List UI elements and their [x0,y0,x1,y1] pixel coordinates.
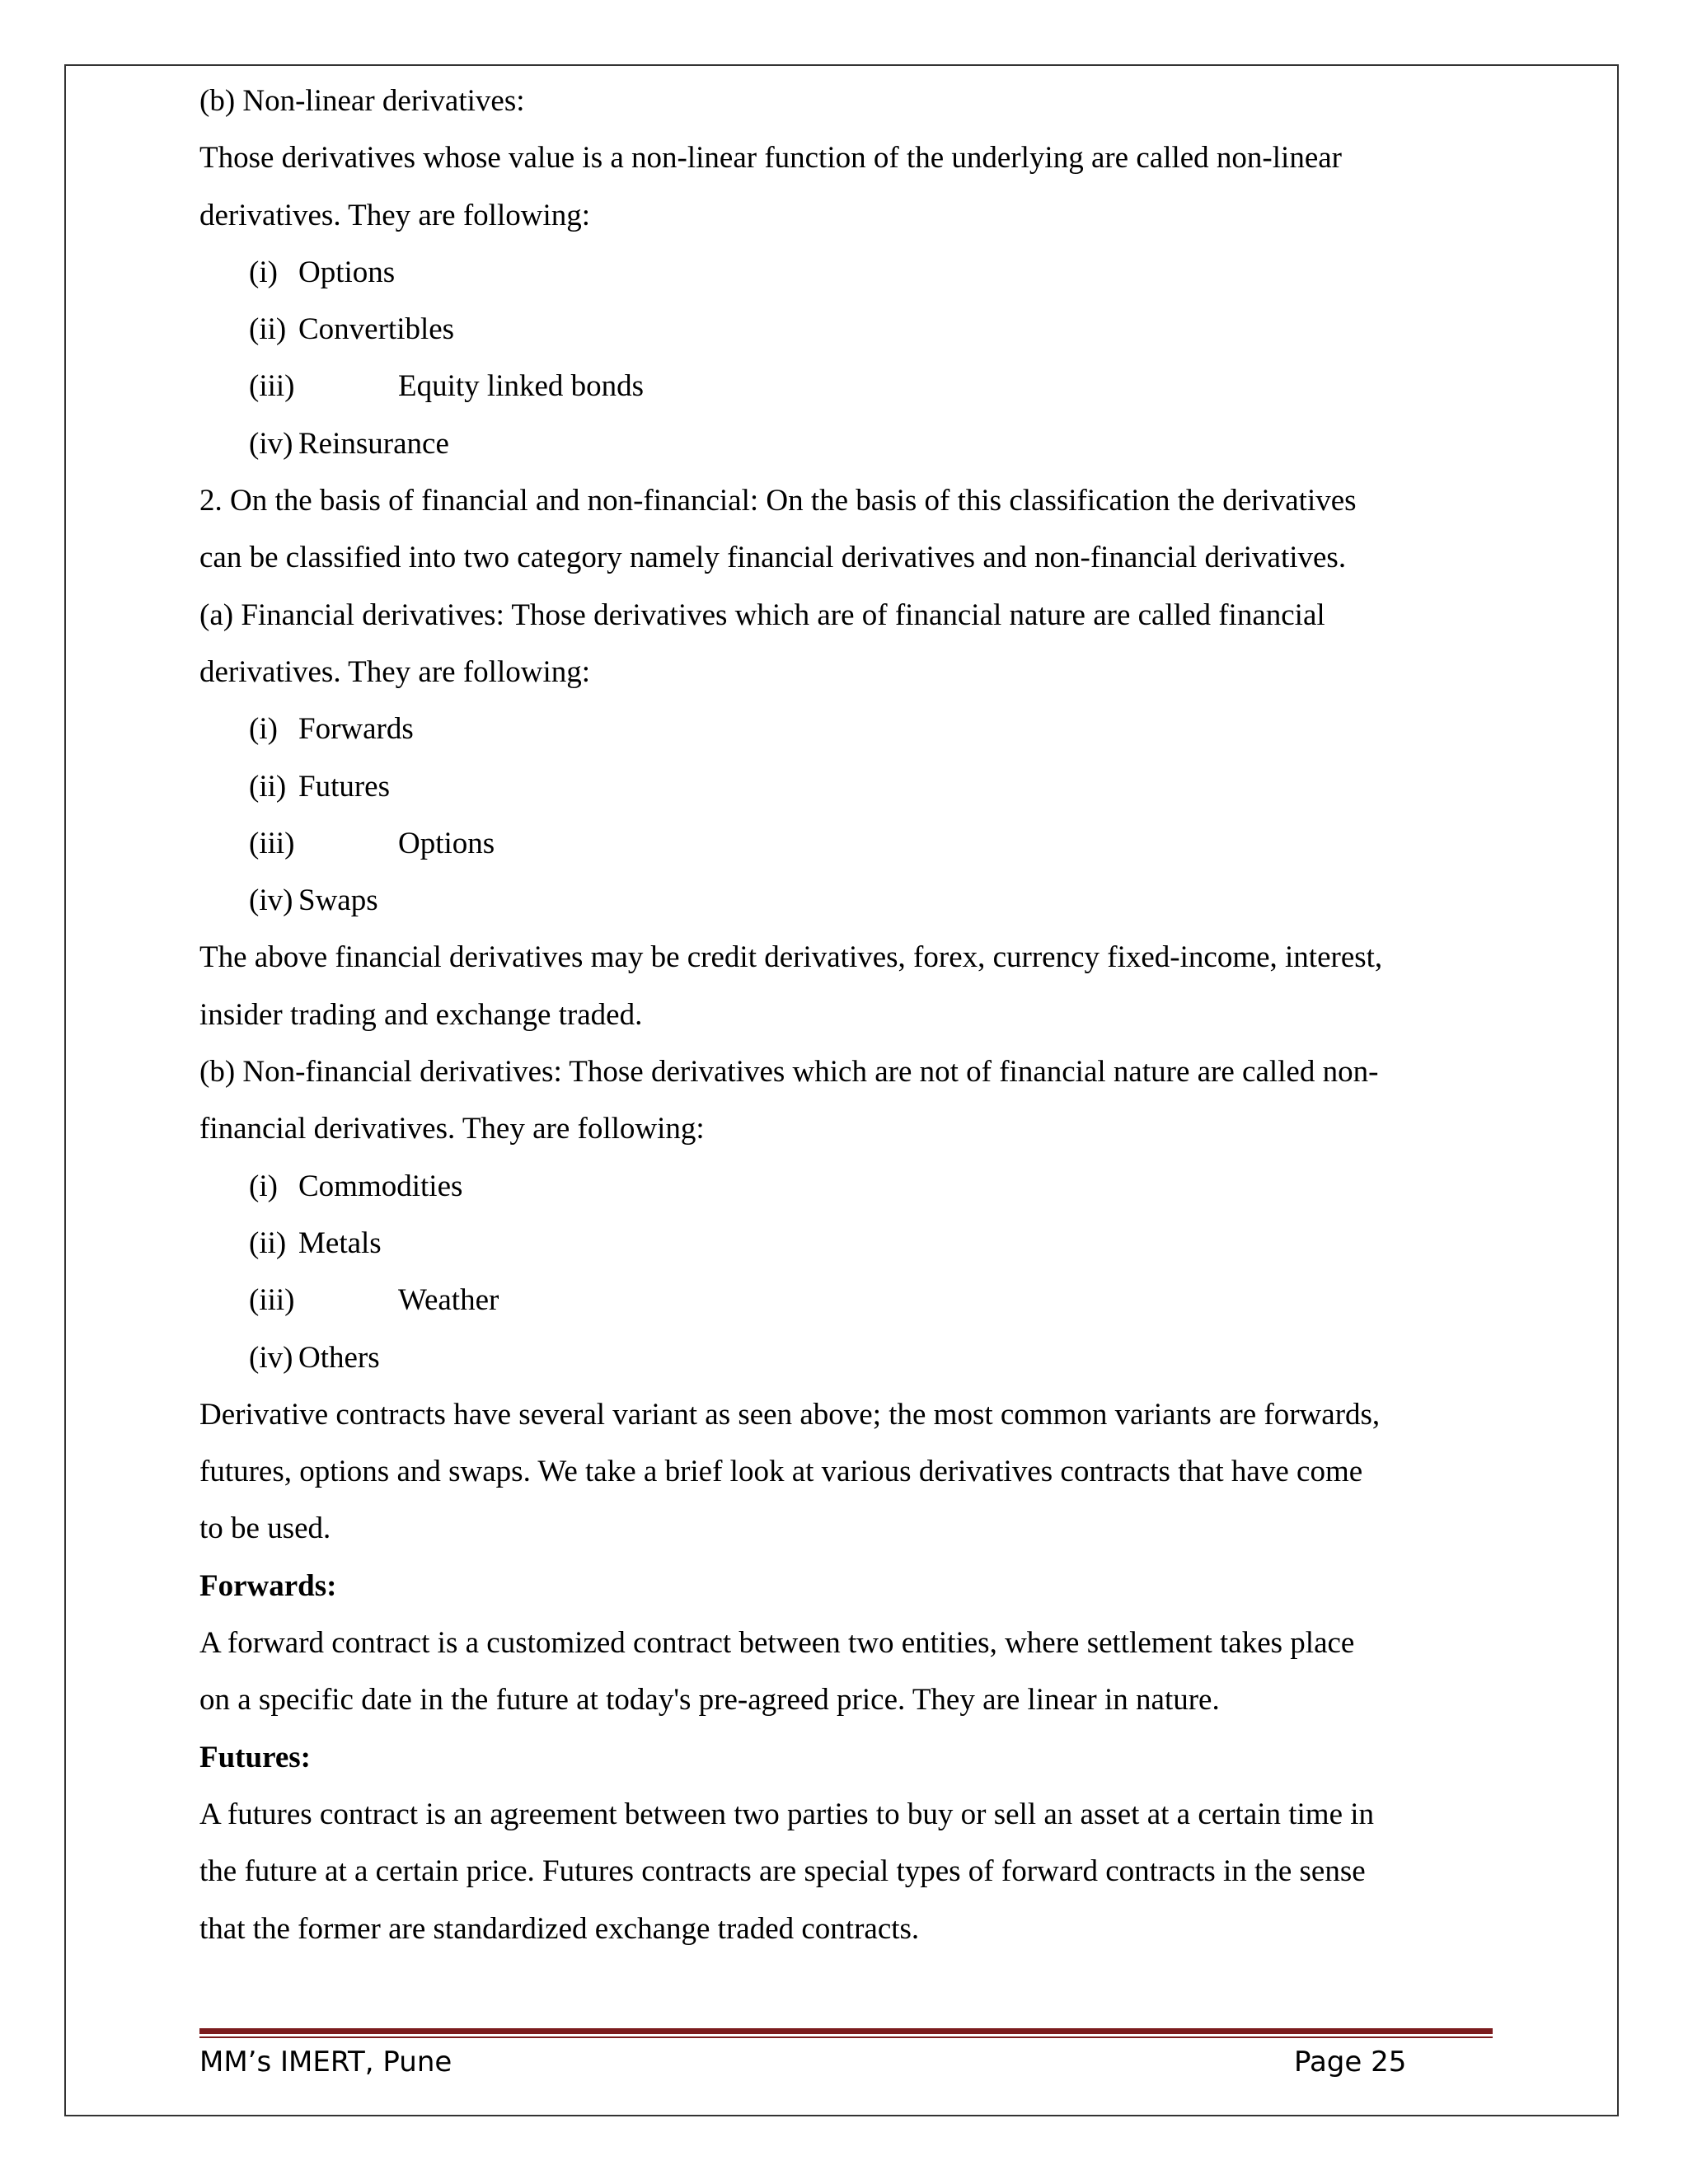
list-text: Reinsurance [298,426,449,461]
paragraph-line: The above financial derivatives may be credit derivatives, forex, currency fixed-income, interest, [199,940,1383,975]
paragraph-line: (b) Non-financial derivatives: Those derivatives which are not of financial nature are called non- [199,1055,1379,1090]
list-item [199,1272,1493,1329]
paragraph-line: can be classified into two category namely financial derivatives and non-financial derivatives. [199,541,1347,575]
paragraph-line: derivatives. They are following: [199,654,591,689]
paragraph-line: A futures contract is an agreement between two parties to buy or sell an asset at a certain time in [199,1797,1375,1831]
list-item [199,758,1493,815]
list-number: (iv) [249,426,293,461]
paragraph-line: the future at a certain price. Futures contracts are special types of forward contracts in the sense [199,1854,1366,1889]
section-heading-futures: Futures: [199,1740,311,1774]
list-number: (i) [249,1169,278,1203]
paragraph-line: futures, options and swaps. We take a brief look at various derivatives contracts that have come [199,1455,1363,1489]
paragraph-line: to be used. [199,1511,331,1546]
list-number: (iii) [249,826,295,860]
list-text: Options [298,255,396,289]
list-text: Futures [298,769,390,804]
footer-rule-thick [199,2028,1493,2034]
list-item [199,1329,1493,1386]
paragraph-line: insider trading and exchange traded. [199,997,643,1032]
paragraph-line: that the former are standardized exchange traded contracts. [199,1911,920,1946]
list-text: Metals [298,1226,382,1260]
list-text: Commodities [298,1169,463,1203]
list-item [199,301,1493,358]
paragraph-line: derivatives. They are following: [199,198,591,232]
list-number: (iv) [249,1340,293,1375]
paragraph-line: A forward contract is a customized contract between two entities, where settlement takes place [199,1626,1355,1661]
paragraph-line: on a specific date in the future at today's pre-agreed price. They are linear in nature. [199,1683,1220,1718]
section-heading-forwards: Forwards: [199,1568,337,1603]
list-text: Swaps [298,883,378,918]
paragraph-line: 2. On the basis of financial and non-financial: On the basis of this classification the derivatives [199,484,1357,518]
list-number: (ii) [249,769,287,804]
footer-page-number: Page 25 [1294,2046,1407,2079]
list-number: (ii) [249,312,287,347]
paragraph-line: Derivative contracts have several variant as seen above; the most common variants are forwards, [199,1397,1381,1432]
paragraph-line: (b) Non-linear derivatives: [199,84,525,118]
list-number: (ii) [249,1226,287,1260]
list-number: (iv) [249,883,293,918]
document-body [199,73,1493,1957]
list-text: Convertibles [298,312,455,347]
list-text: Others [298,1340,380,1375]
list-item [199,1158,1493,1215]
paragraph-line: financial derivatives. They are following: [199,1112,705,1146]
list-item [199,415,1493,472]
list-item [199,1215,1493,1272]
footer-rule-thin [199,2036,1493,2038]
list-text: Equity linked bonds [398,369,645,404]
list-item [199,872,1493,929]
footer-institution: MM’s IMERT, Pune [199,2046,452,2079]
list-text: Weather [398,1283,499,1318]
list-item [199,701,1493,757]
list-item [199,358,1493,415]
list-text: Forwards [298,712,414,747]
list-text: Options [398,826,495,860]
list-item [199,815,1493,872]
list-number: (iii) [249,369,295,404]
list-item [199,244,1493,301]
list-number: (i) [249,255,278,289]
list-number: (i) [249,712,278,747]
paragraph-line: (a) Financial derivatives: Those derivatives which are of financial nature are called financial [199,598,1325,632]
list-number: (iii) [249,1283,295,1318]
paragraph-line: Those derivatives whose value is a non-linear function of the underlying are called non-linear [199,141,1342,176]
